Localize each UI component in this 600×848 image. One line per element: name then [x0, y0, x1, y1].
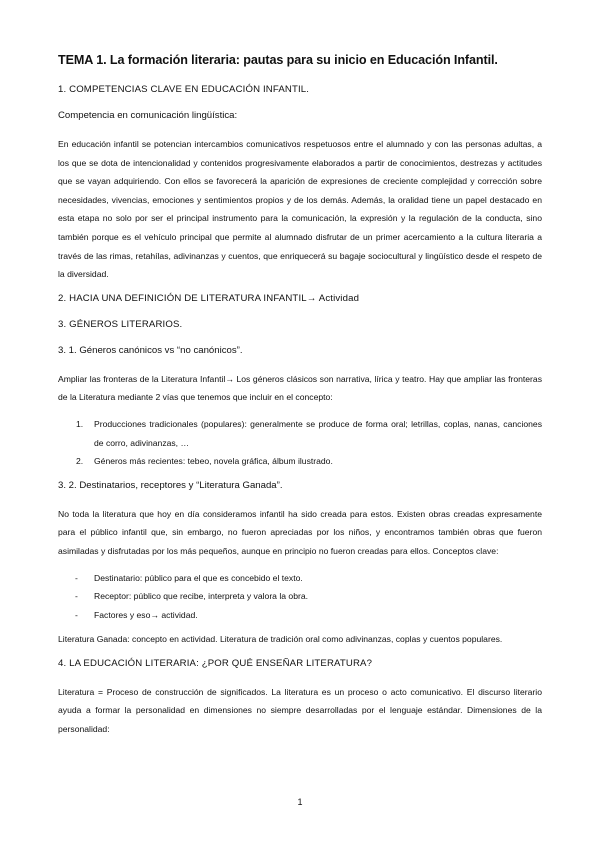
- list-item-text: Receptor: público que recibe, interpreta y valora la obra.: [94, 591, 309, 602]
- dash-bullet: -: [75, 572, 78, 583]
- page-title: TEMA 1. La formación literaria: pautas para su inicio en Educación Infantil.: [58, 53, 498, 67]
- list-item-text: Factores y eso→ actividad.: [94, 609, 198, 620]
- list-item: [58, 606, 542, 625]
- section-3-1-list: [58, 415, 542, 471]
- dash-bullet: -: [75, 609, 78, 620]
- section-1-subheading: Competencia en comunicación lingüística:: [58, 110, 238, 121]
- key-concepts-list: [58, 569, 542, 625]
- list-item: [58, 569, 542, 588]
- list-item: [58, 415, 542, 452]
- dash-bullet: -: [75, 591, 78, 602]
- section-1-paragraph: En educación infantil se potencian intercambios comunicativos respetuosos entre el alumnado y con las personas adultas, a los que se dota de intencionalidad y contenidos progresivamente elaborados a partir de conocimientos, destrezas y actitudes que se vayan adquiriendo. Con ellos se favorecerá la aparición de expresiones de creciente complejidad y corrección sobre necesidades, vivencias, emociones y sentimientos propios y de los demás. Además, la oralidad tiene un papel destacado en esta etapa no solo por ser el principal instrumento para la comunicación, la expresión y la regulación de la conducta, sino también porque es el vehículo principal que permite al alumnado disfrutar de un primer acercamiento a la cultura literaria a través de las rimas, retahílas, adivinanzas y cuentos, que enriquecerá su bagaje sociocultural y lingüístico desde el respeto de la diversidad.: [58, 139, 542, 280]
- section-3-heading: 3. GÉNEROS LITERARIOS.: [58, 318, 183, 330]
- list-item-text: Destinatario: público para el que es concebido el texto.: [94, 572, 303, 583]
- page-number: 1: [297, 797, 303, 807]
- section-2-heading: 2. HACIA UNA DEFINICIÓN DE LITERATURA INFANTIL→ Actividad: [58, 292, 360, 304]
- list-item-text: Géneros más recientes: tebeo, novela gráfica, álbum ilustrado.: [94, 456, 333, 467]
- section-3-2-paragraph: No toda la literatura que hoy en día consideramos infantil ha sido creada para estos. Existen obras creadas expresamente para el público infantil que, sin embargo, no fueron apreciadas por los niños, y encontramos también obras que fueron asimiladas y disfrutadas por los más pequeños, aunque en principio no fueron creadas para ellos. Conceptos clave:: [58, 508, 542, 556]
- list-item: [58, 587, 542, 606]
- section-1-heading: 1. COMPETENCIAS CLAVE EN EDUCACIÓN INFANTIL.: [58, 84, 310, 95]
- section-3-1-paragraph: Ampliar las fronteras de la Literatura Infantil→ Los géneros clásicos son narrativa, lírica y teatro. Hay que ampliar las fronteras de la Literatura mediante 2 vías que tenemos que incluir en el concepto:: [58, 373, 542, 403]
- document-content: [58, 52, 542, 747]
- section-4-paragraph: Literatura = Proceso de construcción de significados. La literatura es un proceso o acto comunicativo. El discurso literario ayuda a formar la personalidad en dimensiones no siempre desarrolladas por el lenguaje estándar. Dimensiones de la personalidad:: [58, 686, 542, 735]
- literatura-ganada-paragraph: Literatura Ganada: concepto en actividad. Literatura de tradición oral como adivinanzas, coplas y cuentos populares.: [58, 634, 503, 645]
- list-item-text: Producciones tradicionales (populares): generalmente se produce de forma oral; letrillas, coplas, nanas, canciones de corro, adivinanzas, …: [94, 418, 542, 448]
- list-number: 1.: [76, 418, 84, 429]
- section-3-2-heading: 3. 2. Destinatarios, receptores y “Literatura Ganada”.: [58, 479, 283, 491]
- list-item: [58, 452, 542, 471]
- section-3-1-heading: 3. 1. Géneros canónicos vs “no canónicos”.: [58, 344, 243, 356]
- section-4-heading: 4. LA EDUCACIÓN LITERARIA: ¿POR QUÉ ENSEÑAR LITERATURA?: [58, 657, 373, 669]
- list-number: 2.: [76, 456, 84, 467]
